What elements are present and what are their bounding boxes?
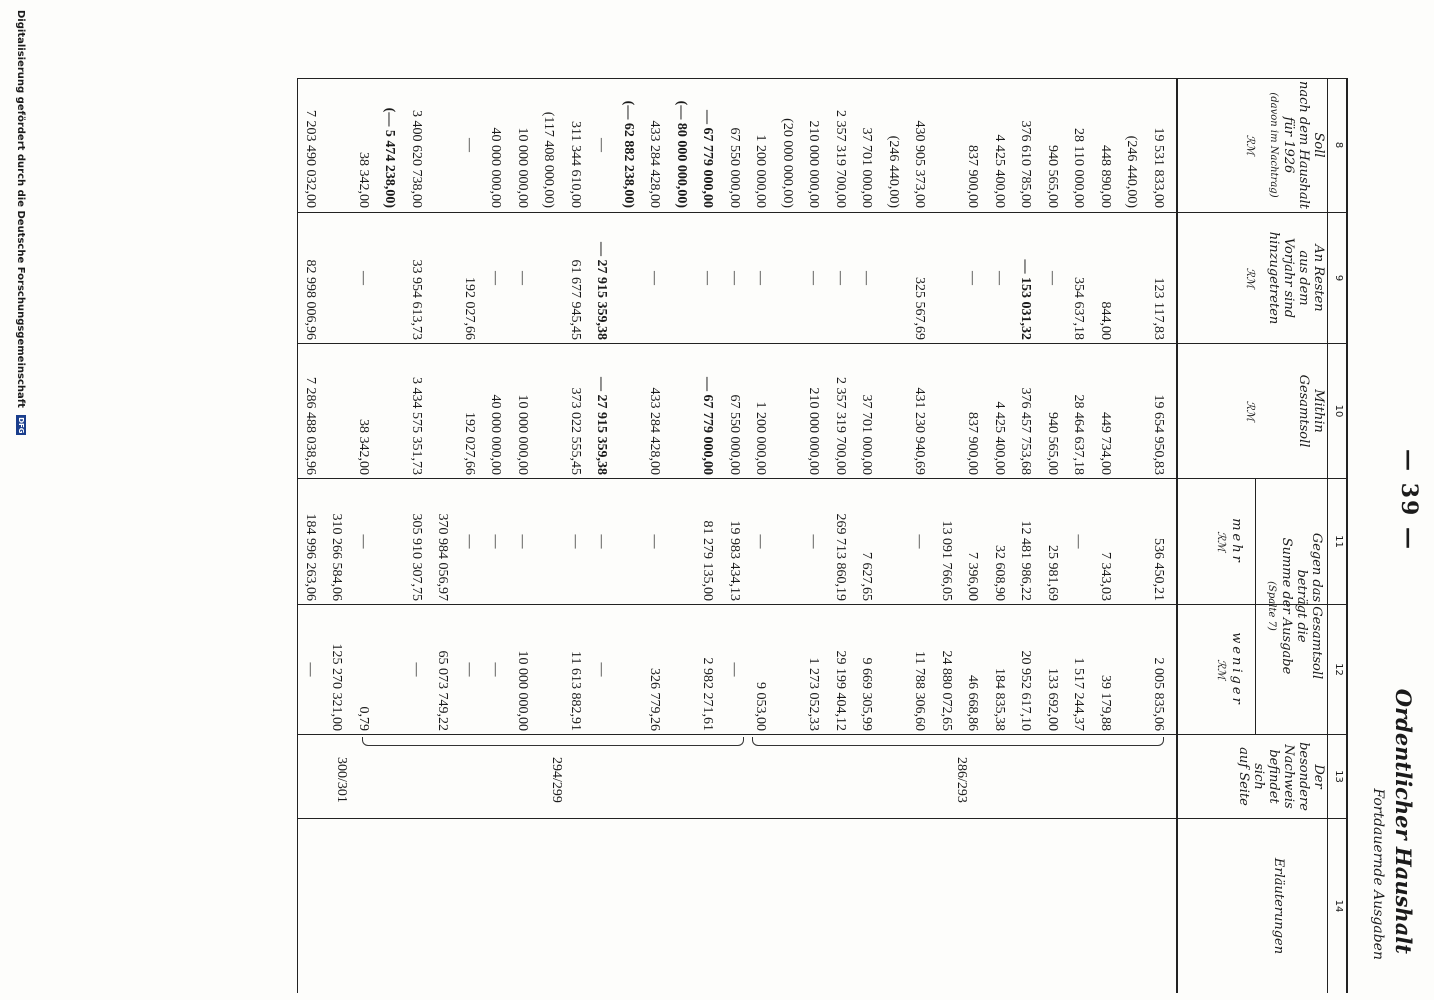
table-cell: — [568, 534, 583, 549]
table-cell: — 27 915 359,38 [594, 242, 610, 340]
page-number: — 39 — [1396, 449, 1422, 551]
table-cell: 210 000 000,00 [806, 387, 822, 475]
table-cell: 310 266 584,06 [329, 513, 345, 601]
column-divider [298, 604, 1348, 605]
table-cell: 32 608,90 [992, 545, 1007, 601]
header-group-ausgabe: Gegen das Gesamtsoll beträgt die Summe der Ausgabe (Spalte 7) [1266, 532, 1324, 680]
column-divider [298, 478, 1348, 479]
column-numbers [1330, 0, 1344, 1000]
table-cell: — [806, 534, 822, 549]
table-cell: 65 073 749,22 [435, 650, 451, 731]
table-cell: 184 996 263,06 [303, 513, 318, 601]
table-cell: — [488, 271, 504, 285]
unit-label: ℛℳ [1244, 400, 1257, 422]
table-cell: — [594, 138, 610, 152]
table-cell: 38 342,00 [356, 419, 371, 475]
table-cell: — [356, 534, 371, 549]
table-cell: — [806, 271, 822, 285]
table-cell: 433 284 428,00 [647, 387, 663, 475]
table-cell: 82 998 006,96 [303, 259, 318, 340]
table-cell: 311 344 610,00 [568, 121, 583, 208]
table-cell: 940 565,00 [1045, 412, 1060, 475]
table-cell: — [700, 271, 716, 285]
table-cell: — [594, 662, 610, 677]
top-rule [1346, 78, 1348, 993]
table-cell: 376 610 785,00 [1018, 120, 1034, 208]
table-cell: 2 357 319 700,00 [833, 110, 848, 208]
page-reference: 300/301 [334, 757, 349, 803]
column-number-rule [1327, 78, 1328, 993]
table-cell: 11 613 882,91 [568, 651, 583, 731]
table-cell: — [727, 271, 742, 285]
table-cell: 7 627,65 [859, 552, 875, 601]
digitization-credit: Digitalisierung gefördert durch die Deutsche Forschungsgemeinschaft DFG [15, 10, 26, 434]
table-cell: (— 80 000 000,00) [674, 100, 689, 208]
table-cell: — [462, 138, 477, 152]
column-number: 14 [1333, 899, 1344, 913]
table-cell: 12 481 986,22 [1018, 520, 1034, 601]
table-cell: (— 5 474 238,00) [382, 107, 398, 208]
table-cell: 38 342,00 [356, 152, 371, 208]
table-cell: 4 425 400,00 [992, 134, 1007, 208]
section-subtitle: Fortdauernde Ausgaben [1370, 788, 1386, 960]
table-cell: 9 053,00 [753, 682, 769, 731]
table-cell: — 153 031,32 [1018, 259, 1034, 340]
table-cell: 3 434 575 351,73 [409, 377, 424, 475]
table-cell: 37 701 000,00 [859, 127, 875, 208]
table-cell: — [462, 662, 477, 677]
table-cell: 11 788 306,60 [912, 651, 928, 731]
table-cell: 192 027,66 [462, 277, 477, 340]
table-cell: 39 179,88 [1098, 675, 1113, 731]
table-cell: 433 284 428,00 [647, 120, 663, 208]
table-cell: 1 273 052,33 [806, 657, 822, 731]
table-cell: 37 701 000,00 [859, 394, 875, 475]
table-cell: 940 565,00 [1045, 145, 1060, 208]
column-number: 11 [1333, 535, 1344, 548]
page-header [1354, 0, 1434, 1000]
table-cell: 40 000 000,00 [488, 394, 504, 475]
table-cell: 370 984 056,97 [435, 513, 451, 601]
table-cell: 7 343,03 [1098, 552, 1113, 601]
table-cell: 837 900,00 [965, 145, 981, 208]
table-cell: 81 279 135,00 [700, 520, 716, 601]
table-cell: 7 203 490 032,00 [303, 110, 318, 208]
column-divider [298, 212, 1348, 213]
table-cell: — [912, 534, 928, 549]
column-number: 10 [1333, 404, 1344, 418]
table-cell: 9 669 305,99 [859, 657, 875, 731]
table-cell: — [753, 534, 769, 549]
table-cell: — [515, 271, 530, 285]
table-cell: 10 000 000,00 [515, 127, 530, 208]
header-nachweis: Der besondere Nachweis befindet sich auf Seite [1236, 742, 1326, 811]
table-cell: 2 982 271,61 [700, 657, 716, 731]
table-cell: (117 408 000,00) [541, 111, 557, 208]
table-cell: 7 396,00 [965, 552, 981, 601]
table-cell: — 27 915 359,38 [594, 377, 610, 475]
table-cell: 430 905 373,00 [912, 120, 928, 208]
column-number: 13 [1333, 770, 1344, 783]
group-rule [1255, 478, 1256, 734]
table-cell: — [462, 534, 477, 549]
table-cell: 13 091 766,05 [939, 520, 954, 601]
table-cell: — [488, 662, 504, 677]
table-cell: 19 531 833,00 [1151, 127, 1166, 208]
table-cell: 325 567,69 [912, 277, 928, 340]
column-divider [298, 343, 1348, 344]
table-cell: 29 199 404,12 [833, 650, 848, 731]
header-erlaeuterungen: Erläuterungen [1271, 857, 1286, 955]
table-cell: 40 000 000,00 [488, 127, 504, 208]
column-divider [298, 818, 1348, 819]
table-cell: 28 110 000,00 [1071, 128, 1087, 208]
table-cell: — [356, 271, 371, 285]
unit-label: ℛℳ [1244, 134, 1257, 156]
table-cell: 133 692,00 [1045, 668, 1060, 731]
table-cell: 61 677 945,45 [568, 259, 583, 340]
table-cell: 837 900,00 [965, 412, 981, 475]
table-cell: — [727, 662, 742, 677]
header-reste: An Resten aus dem Vorjahr sind hinzugetreten ℛℳ [1180, 214, 1326, 342]
table-cell: 10 000 000,00 [515, 394, 530, 475]
table-cell: 0,79 [356, 706, 371, 731]
table-cell: (246 440,00) [1124, 135, 1140, 208]
table-cell: — [965, 271, 981, 285]
table-cell: 67 550 000,00 [727, 394, 742, 475]
column-divider [298, 734, 1348, 735]
table-cell: 67 550 000,00 [727, 127, 742, 208]
table-cell: — [1071, 534, 1087, 549]
table-cell: 210 000 000,00 [806, 120, 822, 208]
table-cell: — [488, 534, 504, 549]
table-cell: 449 734,00 [1098, 412, 1113, 475]
table-cell: 25 981,69 [1045, 545, 1060, 601]
table-cell: — [647, 534, 663, 549]
unit-label: ℛℳ [1244, 267, 1257, 289]
table-cell: (— 62 882 238,00) [621, 100, 636, 208]
group-brace [752, 737, 1164, 746]
table-cell: — 67 779 000,00 [700, 110, 716, 208]
table-cell: — [594, 534, 610, 549]
table-cell: 10 000 000,00 [515, 650, 530, 731]
table-cell: (246 440,00) [886, 135, 901, 208]
table-cell: — [1045, 271, 1060, 285]
table-cell: — [753, 271, 769, 285]
table-cell: 448 890,00 [1098, 145, 1113, 208]
table-cell: 19 983 434,13 [727, 520, 742, 601]
table-cell: 184 835,38 [992, 668, 1007, 731]
table-cell: 125 270 321,00 [329, 643, 345, 731]
column-divider [298, 78, 1348, 79]
table-cell: 536 450,21 [1151, 538, 1166, 601]
table-cell: 4 425 400,00 [992, 401, 1007, 475]
column-number: 12 [1333, 663, 1344, 676]
table-cell: 33 954 613,73 [409, 259, 424, 340]
group-brace [362, 737, 744, 746]
table-cell: 431 230 940,69 [912, 387, 928, 475]
table-cell: 19 654 950,83 [1151, 394, 1166, 475]
table-cell: 269 713 860,19 [833, 513, 848, 601]
table-cell: 46 668,86 [965, 675, 981, 731]
table-cell: 20 952 617,10 [1018, 650, 1034, 731]
table-cell: — [303, 662, 318, 677]
table-cell: 844,00 [1098, 301, 1113, 340]
table-cell: 2 357 319 700,00 [833, 377, 848, 475]
bottom-rule [297, 78, 298, 993]
table-cell: 376 457 753,68 [1018, 387, 1034, 475]
table-cell: — 67 779 000,00 [700, 377, 716, 475]
table-cell: — [515, 534, 530, 549]
table-cell: 373 022 555,45 [568, 387, 583, 475]
section-title: Ordentlicher Haushalt [1391, 688, 1416, 954]
table-cell: 326 779,26 [647, 668, 663, 731]
page-reference: 286/293 [954, 757, 969, 803]
table-cell: 1 517 244,37 [1071, 657, 1087, 731]
table-cell: — [859, 271, 875, 285]
dfg-logo: DFG [17, 417, 25, 434]
header-gesamtsoll: Mithin Gesamtsoll ℛℳ [1180, 345, 1326, 477]
table-cell: 3 400 620 738,00 [409, 110, 424, 208]
table-cell: 24 880 072,65 [939, 650, 954, 731]
header-weniger: weniger ℛℳ [1215, 632, 1244, 707]
table-cell: 2 005 835,06 [1151, 657, 1166, 731]
page-reference: 294/299 [549, 757, 564, 803]
column-number: 9 [1333, 274, 1344, 282]
table-cell: (20 000 000,00) [780, 118, 795, 208]
table-cell: 1 200 000,00 [753, 401, 769, 475]
table-cell: 28 464 637,18 [1071, 394, 1087, 475]
table-cell: 192 027,66 [462, 412, 477, 475]
table-cell: 123 117,83 [1151, 277, 1166, 340]
table-cell: 1 200 000,00 [753, 134, 769, 208]
table-cell: — [647, 271, 663, 285]
table-cell: — [409, 662, 424, 677]
table-cell: 7 286 488 038,96 [303, 377, 318, 475]
table-cell: 354 637,18 [1071, 277, 1087, 340]
header-mehr: mehr ℛℳ [1215, 518, 1244, 565]
table-cell: — [833, 271, 848, 285]
table-cell: — [992, 271, 1007, 285]
header-soll: Soll nach dem Haushalt für 1926 (davon im Nachtrag) ℛℳ [1244, 80, 1326, 210]
table-cell: 305 910 307,75 [409, 513, 424, 601]
column-number: 8 [1333, 141, 1344, 149]
